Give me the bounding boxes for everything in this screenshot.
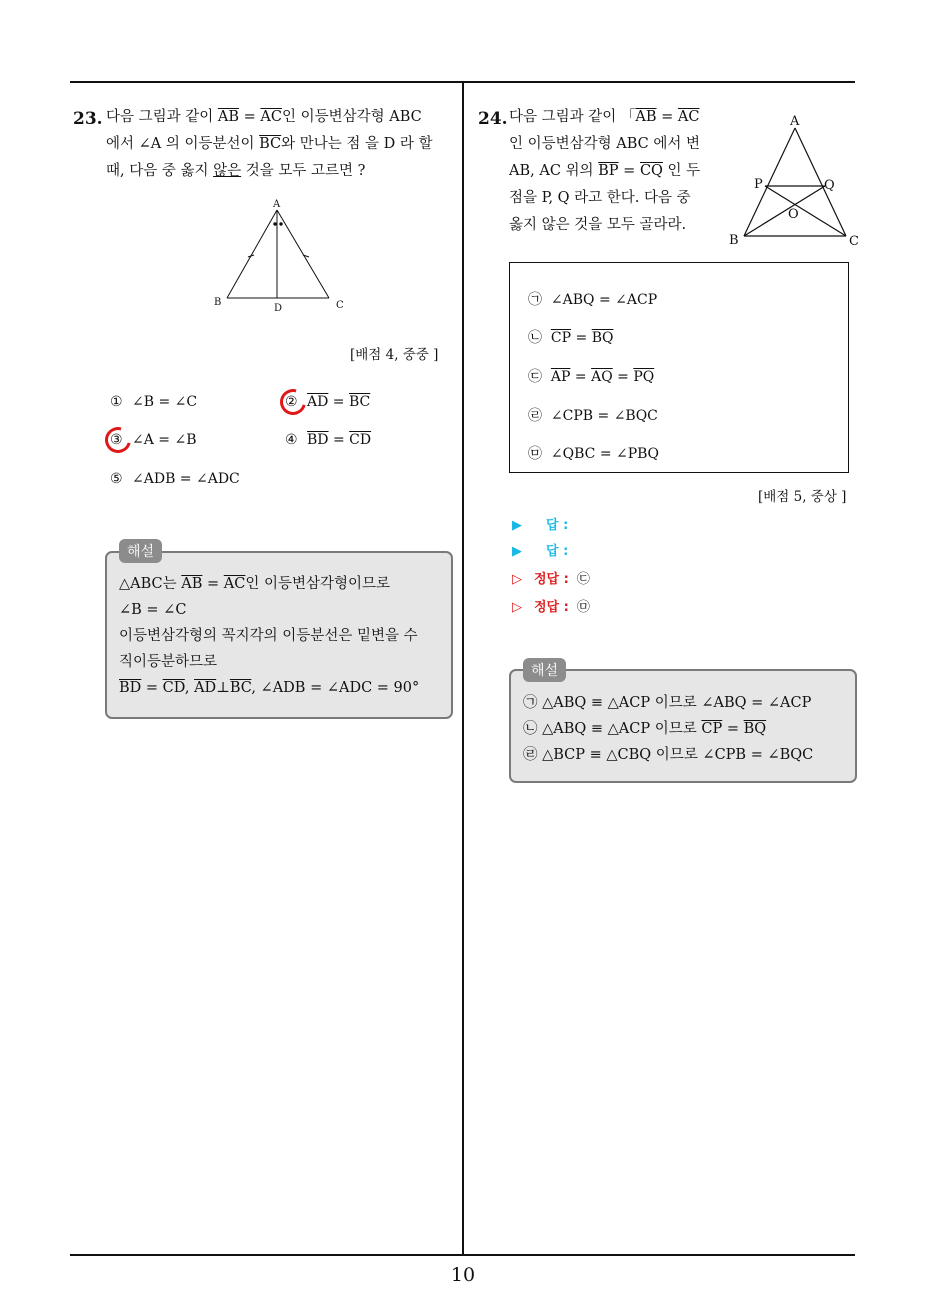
q23-line-1: 다음 그림과 같이 $\overline{AB} = \overline{AC}$인 이등변삼각형 ABC xyxy=(106,109,422,125)
q23-number: 23. xyxy=(73,109,103,129)
q23-option-2[interactable]: ② $\overline{AD} = \overline{BC}$ xyxy=(285,394,371,410)
side-ac xyxy=(277,210,329,298)
selected-mark-circle xyxy=(275,384,311,420)
q23-explanation-box xyxy=(105,551,453,719)
q24-triangle-figure xyxy=(725,110,865,252)
q23-option-5[interactable]: ⑤ ∠ADB = ∠ADC xyxy=(110,471,240,487)
side-ab xyxy=(227,210,277,298)
correct-answer-row-2: ▷ 정답 : ㉤ xyxy=(512,600,590,615)
q24-points: [배점 5, 중상 ] xyxy=(758,489,847,505)
column-divider xyxy=(462,81,464,1256)
q23-option-3[interactable]: ③ ∠A = ∠B xyxy=(110,432,197,448)
q24-expl-line-1: ㉠ △ABQ ≡ △ACP 이므로 ∠ABQ = ∠ACP xyxy=(523,695,812,711)
vertex-label-b: B xyxy=(729,233,739,248)
q24-line-5: 옳지 않은 것을 모두 골라라. xyxy=(509,217,687,233)
q23-expl-line-4: 직이등분하므로 xyxy=(119,654,218,670)
q23-option-1[interactable]: ① ∠B = ∠C xyxy=(110,394,198,410)
q24-choice-2[interactable]: ㉡ $\overline{CP} = \overline{BQ}$ xyxy=(528,330,614,346)
q23-expl-line-5: $\overline{BD} = \overline{CD}$, $\overline{AD}\perp\overline{BC}$, ∠ADB = ∠ADC = 90° xyxy=(119,680,420,696)
segment-bc: $\overline{BC}$ xyxy=(259,136,282,152)
q24-choice-1[interactable]: ㉠ ∠ABQ = ∠ACP xyxy=(528,292,658,308)
bottom-rule xyxy=(70,1254,855,1256)
q24-question-text xyxy=(509,104,724,239)
q24-line-4: 점을 P, Q 라고 한다. 다음 중 xyxy=(509,190,691,206)
q24-choice-5[interactable]: ㉤ ∠QBC = ∠PBQ xyxy=(528,446,659,462)
q23-option-4[interactable]: ④ $\overline{BD} = \overline{CD}$ xyxy=(285,432,372,448)
correct-answer-row-1: ▷ 정답 : ㉢ xyxy=(512,572,590,587)
q23-expl-line-2: ∠B = ∠C xyxy=(119,602,187,618)
q24-choice-4[interactable]: ㉣ ∠CPB = ∠BQC xyxy=(528,408,658,424)
outline-arrow-icon: ▷ xyxy=(512,600,522,615)
q24-choices-box xyxy=(509,262,849,473)
q24-expl-line-2: ㉡ △ABQ ≡ △ACP 이므로 $\overline{CP} = \overline{BQ}$ xyxy=(523,721,767,737)
vertex-label-c: C xyxy=(849,234,859,249)
vertex-label-o: O xyxy=(788,207,799,222)
q24-choice-3[interactable]: ㉢ $\overline{AP} = \overline{AQ} = \overline{PQ}$ xyxy=(528,369,655,385)
play-arrow-icon: ▶ xyxy=(512,518,522,533)
vertex-label-q: Q xyxy=(824,178,835,193)
vertex-label-a: A xyxy=(790,114,800,129)
vertex-label-c: C xyxy=(336,300,344,311)
q23-question-text xyxy=(106,104,461,185)
q24-number: 24. xyxy=(478,109,508,129)
vertex-label-a: A xyxy=(273,199,281,210)
underlined-word: 않은 xyxy=(213,163,242,179)
q23-line-2: 에서 ∠A 의 이등분선이 $\overline{BC}$와 만나는 점 을 D 라 할 xyxy=(106,136,433,152)
vertex-label-b: B xyxy=(214,297,222,308)
segment-ac: $\overline{AC}$ xyxy=(260,109,282,125)
segment-ab: $\overline{AB}$ xyxy=(217,109,240,125)
q23-expl-line-1: △ABC는 $\overline{AB} = \overline{AC}$인 이등변삼각형이므로 xyxy=(119,576,391,592)
q23-triangle-figure xyxy=(205,195,355,320)
q24-line-1: 다음 그림과 같이 「$\overline{AB} = \overline{AC}$ xyxy=(509,109,700,125)
play-arrow-icon: ▶ xyxy=(512,544,522,559)
vertex-label-p: P xyxy=(754,177,763,192)
answer-row-2[interactable]: ▶ 답 : xyxy=(512,544,569,559)
page-number: 10 xyxy=(450,1264,476,1286)
q24-expl-line-3: ㉣ △BCP ≡ △CBQ 이므로 ∠CPB = ∠BQC xyxy=(523,747,814,763)
angle-dot xyxy=(273,222,276,225)
answer-row-1[interactable]: ▶ 답 : xyxy=(512,518,569,533)
q24-explanation-tag: 해설 xyxy=(523,658,566,682)
q24-line-3: AB, AC 위의 $\overline{BP} = \overline{CQ}$ 인 두 xyxy=(509,163,701,179)
angle-dot xyxy=(279,222,282,225)
q23-explanation-tag: 해설 xyxy=(119,539,162,563)
q24-line-2: 인 이등변삼각형 ABC 에서 변 xyxy=(509,136,700,152)
selected-mark-circle xyxy=(100,422,136,458)
q23-points: [배점 4, 중중 ] xyxy=(350,347,439,363)
vertex-label-d: D xyxy=(274,303,283,314)
q23-line-3: 때, 다음 중 옳지 않은 것을 모두 고르면 ? xyxy=(106,163,366,179)
outline-arrow-icon: ▷ xyxy=(512,572,522,587)
q24-explanation-box xyxy=(509,669,857,783)
q23-expl-line-3: 이등변삼각형의 꼭지각의 이등분선은 밑변을 수 xyxy=(119,628,418,644)
